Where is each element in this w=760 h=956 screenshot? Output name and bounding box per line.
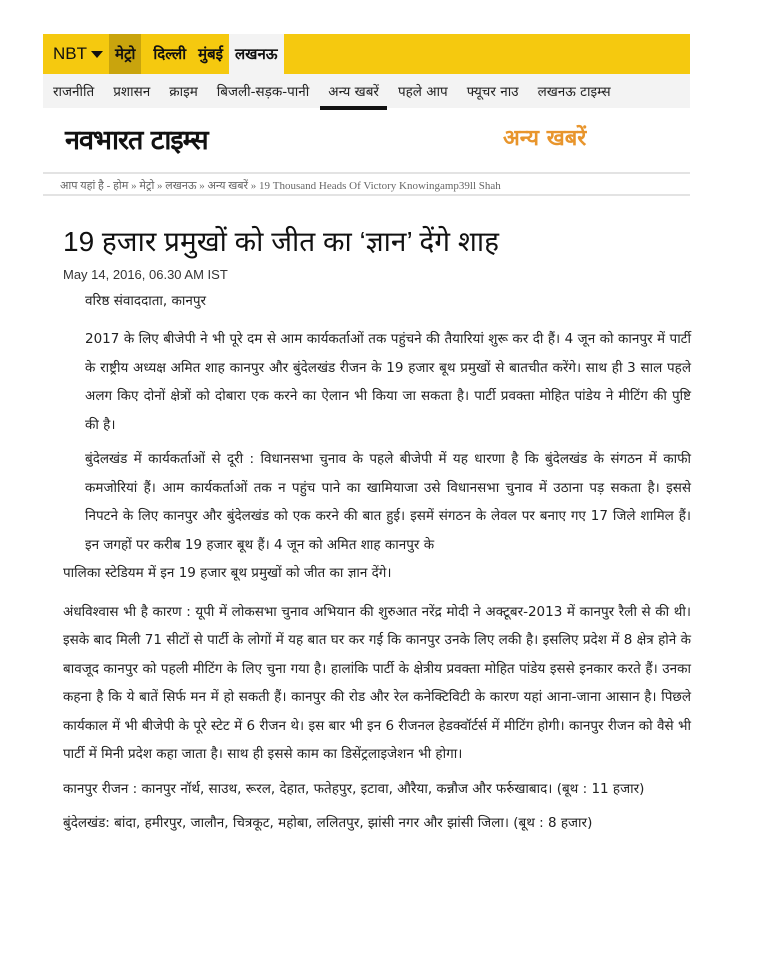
paragraph: कानपुर रीजन : कानपुर नॉर्थ, साउथ, रूरल, देहात, फतेहपुर, इटावा, औरैया, कन्नौज और फर्रुखाबाद। (बूथ : 11 हजार) bbox=[63, 780, 645, 797]
nav-future-now[interactable]: फ्यूचर नाउ bbox=[466, 84, 519, 100]
paragraph: अंधविश्वास भी है कारण : यूपी में लोकसभा चुनाव अभियान की शुरुआत नरेंद्र मोदी ने अक्टूबर-2013 में कानपुर रैली से की थी। इसके बाद मिली 71 सीटों से पार्टी के लोगों में यह बात घर कर गई कि कानपुर उनके लिए लकी है। इसलिए प्रदेश में 8 क्षेत्र होने के बावजूद कानपुर को पहली मीटिंग के लिए चुना गया है। हालांकि पार्टी के क्षेत्रीय प्रवक्ता मोहित पांडेय इससे इनकार करते हैं। उनका कहना है कि ये बातें सिर्फ मन में हो सकती हैं। कानपुर की रोड और रेल कनेक्टिविटी के कारण यहां आना-जाना आसान है। पिछले कार्यकाल में भी बीजेपी के पूरे स्टेट में 6 रीजन थे। इस बार भी इन 6 रीजनल हेडक्वॉर्टर्स में मीटिंग होगी। कानपुर रीजन को वैसे भी पार्टी में मिनी प्रदेश कहा जाता है। साथ ही इससे काम का डिसेंट्रलाइजेशन भी होगा। bbox=[63, 603, 691, 762]
site-logo[interactable]: नवभारत टाइम्स bbox=[65, 125, 208, 156]
topbar-lucknow[interactable]: लखनऊ bbox=[229, 34, 284, 74]
section-title: अन्य खबरें bbox=[503, 126, 587, 151]
nav-politics[interactable]: राजनीति bbox=[53, 84, 95, 100]
paragraph: 2017 के लिए बीजेपी ने भी पूरे दम से आम कार्यकर्ताओं तक पहुंचने की तैयारियां शुरू कर दी हैं। 4 जून को कानपुर में पार्टी के राष्ट्रीय अध्यक्ष अमित शाह कानपुर और बुंदेलखंड रीजन के 19 हजार बूथ प्रमुखों से बातचीत करेंगे। साथ ही 3 साल पहले अलग किए दोनों क्षेत्रों को दोबारा एक करने का ऐलान भी किया जा सकता है। पार्टी प्रवक्ता मोहित पांडेय ने मीटिंग की पुष्टि की है। bbox=[85, 331, 691, 433]
article-date: May 14, 2016, 06.30 AM IST bbox=[63, 267, 228, 282]
page-header bbox=[43, 34, 690, 192]
brand-label: NBT bbox=[53, 44, 87, 63]
topbar-mumbai[interactable]: मुंबई bbox=[198, 45, 223, 63]
nav-crime[interactable]: क्राइम bbox=[169, 84, 198, 100]
nav-infrastructure[interactable]: बिजली-सड़क-पानी bbox=[216, 84, 310, 100]
paragraph: बुंदेलखंड: बांदा, हमीरपुर, जालौन, चित्रकूट, महोबा, ललितपुर, झांसी नगर और झांसी जिला। (बूथ : 8 हजार) bbox=[63, 815, 593, 831]
nav-lucknow-times[interactable]: लखनऊ टाइम्स bbox=[537, 84, 611, 100]
article-title: 19 हजार प्रमुखों को जीत का ‘ज्ञान’ देंगे शाह bbox=[63, 226, 499, 257]
nav-other-news[interactable]: अन्य खबरें bbox=[328, 76, 379, 106]
nav-pehle-aap[interactable]: पहले आप bbox=[397, 84, 448, 100]
paragraph-text: बुंदेलखंड में कार्यकर्ताओं से दूरी : विधानसभा चुनाव के पहले बीजेपी में यह धारणा है कि बुंदेलखंड के संगठन में काफी कमजोरियां हैं। आम कार्यकर्ताओं तक न पहुंच पाने का खामियाजा उसे विधानसभा चुनाव में उठाना पड़ सकता है। इससे निपटने के लिए कानपुर और बुंदेलखंड को एक करने की बात हुई। इसमें संगठन के लेवल पर बनाए गए 17 जिले शामिल हैं। इन जगहों पर करीब 19 हजार बूथ हैं। 4 जून को अमित शाह कानपुर के bbox=[85, 451, 691, 553]
article-byline: वरिष्ठ संवाददाता, कानपुर bbox=[85, 293, 207, 309]
nbt-menu-button[interactable] bbox=[43, 34, 109, 74]
top-bar bbox=[43, 34, 690, 74]
breadcrumb: आप यहां है - होम » मेट्रो » लखनऊ » अन्य खबरें » 19 Thousand Heads Of Victory Knowingamp39ll Shah bbox=[43, 172, 690, 196]
topbar-delhi[interactable]: दिल्ली bbox=[153, 45, 187, 63]
section-nav bbox=[43, 74, 690, 108]
paragraph-text: पालिका स्टेडियम में इन 19 हजार बूथ प्रमुखों को जीत का ज्ञान देंगे। bbox=[63, 565, 392, 581]
caret-down-icon bbox=[91, 51, 103, 58]
paragraph bbox=[63, 445, 691, 588]
topbar-metro[interactable]: मेट्रो bbox=[109, 34, 141, 74]
nav-administration[interactable]: प्रशासन bbox=[113, 84, 151, 100]
article-body bbox=[63, 325, 691, 844]
